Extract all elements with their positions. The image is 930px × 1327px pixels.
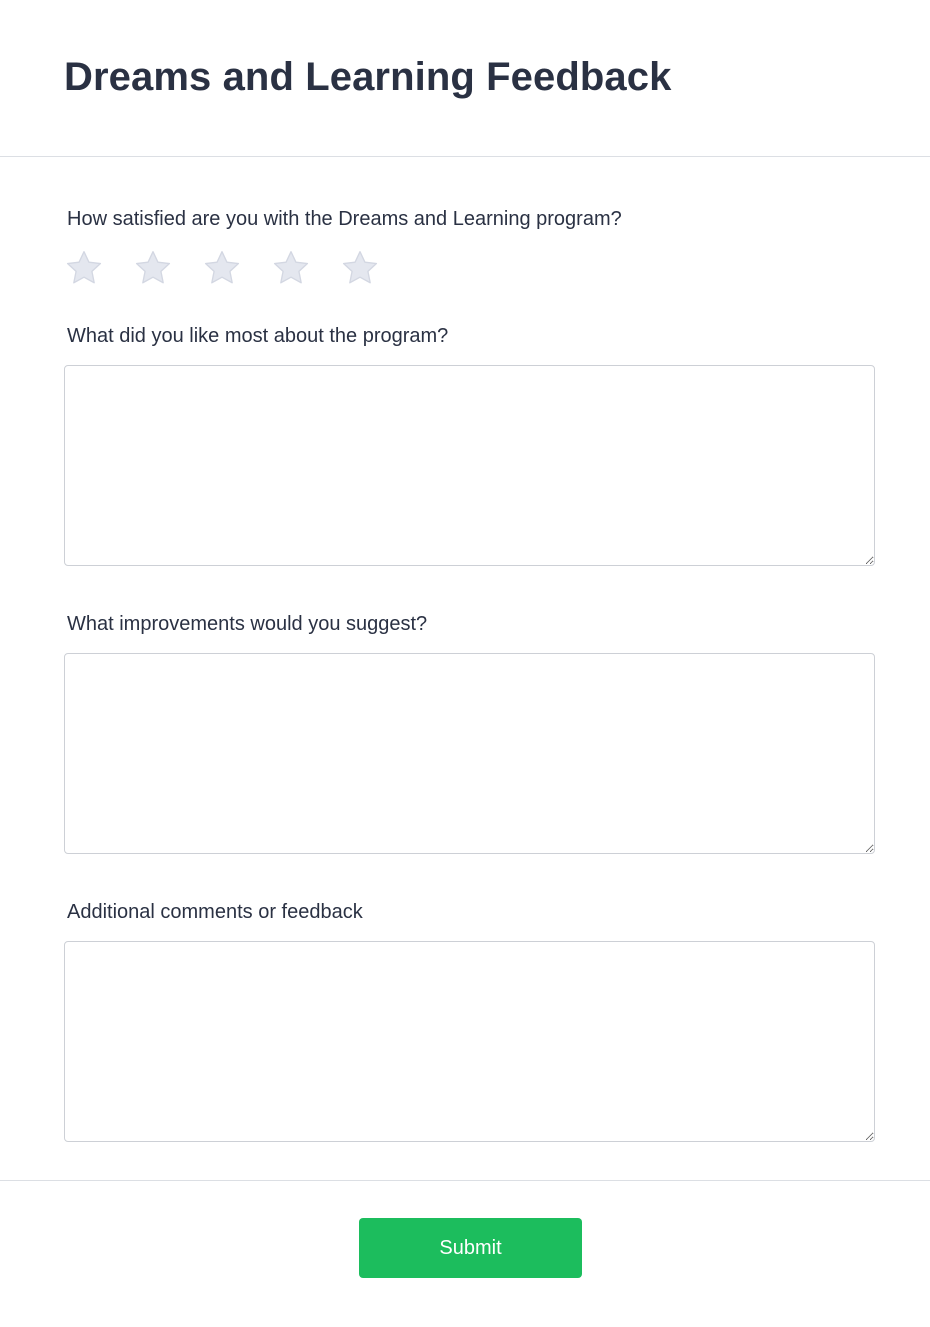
star-3-icon[interactable]	[202, 248, 242, 288]
form-body	[0, 207, 930, 1142]
liked-most-label: What did you like most about the program?	[67, 325, 449, 347]
rating-question-label: How satisfied are you with the Dreams and Learning program?	[67, 208, 622, 230]
form-header	[0, 0, 930, 157]
submit-button[interactable]: Submit	[359, 1218, 582, 1278]
additional-comments-textarea[interactable]	[64, 941, 875, 1142]
star-2-icon[interactable]	[133, 248, 173, 288]
form-footer	[0, 1180, 930, 1327]
page-title: Dreams and Learning Feedback	[64, 55, 672, 99]
star-1-icon[interactable]	[64, 248, 104, 288]
improvements-textarea[interactable]	[64, 653, 875, 854]
star-5-icon[interactable]	[340, 248, 380, 288]
improvements-label: What improvements would you suggest?	[67, 613, 428, 635]
additional-comments-label: Additional comments or feedback	[67, 901, 363, 923]
star-4-icon[interactable]	[271, 248, 311, 288]
star-rating	[64, 248, 875, 288]
liked-most-textarea[interactable]	[64, 365, 875, 566]
